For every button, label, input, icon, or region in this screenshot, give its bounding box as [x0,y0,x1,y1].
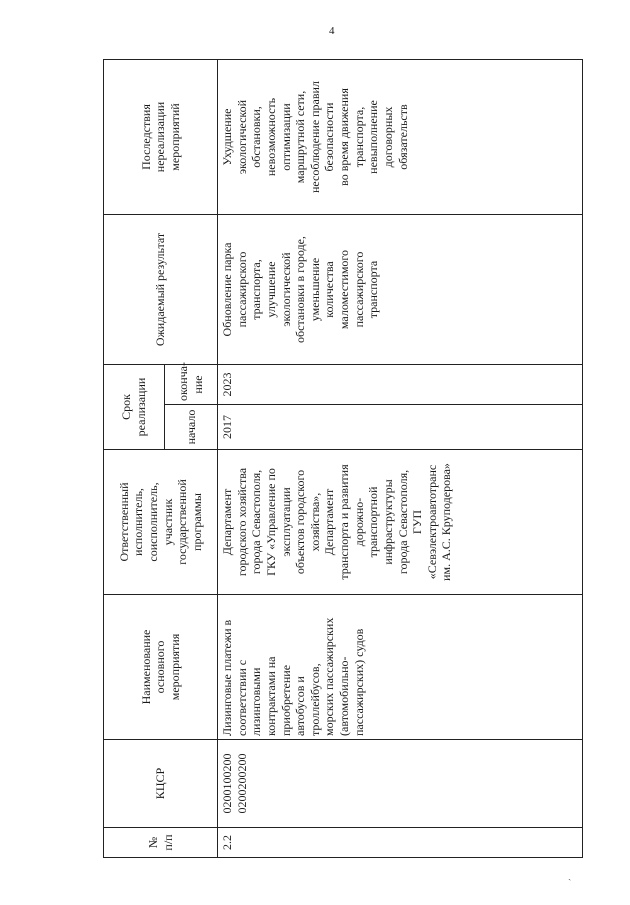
text-line: Ответственный [116,482,131,562]
header-num [104,828,218,858]
text-line: № [145,836,160,849]
text-line: Наименование [138,629,153,705]
text-line: 2.2 [220,835,234,850]
text-line: контрактами на [263,656,278,736]
text-line: обстановки в городе, [293,236,308,343]
header-executor [104,450,218,595]
text-line: эксплуатации [278,487,293,557]
text-line: экологической [278,252,293,327]
text-line: троллейбусов, [307,663,322,736]
text-line: пассажирского [351,251,366,328]
text-line: ГУП [410,509,425,535]
text-line: договорных [380,106,395,168]
rotated-table-frame [103,60,583,858]
text-line: транспорта и развития [337,464,351,580]
text-line: 2023 [220,372,234,397]
text-line: обязательств [395,104,410,170]
text-line: во время движения [337,88,351,186]
text-line: хозяйства», [307,492,322,552]
text-line: транспортной [366,486,381,558]
text-line: основного [153,640,168,694]
text-line: экологической [234,99,249,175]
cell-end [218,365,583,405]
text-line: Департамент [322,488,337,556]
table-row [218,60,583,858]
text-line: пассажирских) судов [351,628,366,736]
text-line: невозможность [263,97,278,177]
text-line: КЦСР [153,767,168,800]
text-line: Последствия [138,104,153,170]
rotated-table-container [103,60,583,858]
text-line: исполнитель, [131,488,146,556]
header-row-top [104,60,165,858]
program-table [103,59,583,858]
text-line: городского хозяйства [234,467,249,577]
text-line: программы [189,493,204,551]
scan-mark: ˎ [568,870,572,881]
text-line: улучшение [263,261,278,318]
text-line: объектов городского [293,469,308,575]
text-line: государственной [175,479,190,565]
header-kcsr [104,740,218,828]
text-line: 2017 [220,415,234,439]
cell-result [218,215,583,365]
text-line: (автомобильно- [337,656,351,736]
text-line: реализации [134,377,148,437]
header-consequences [104,60,218,215]
text-line: нереализации [153,101,168,173]
text-line: безопасности [322,102,337,172]
text-line: мероприятия [167,633,182,701]
text-line: ГКУ «Управление по [263,468,278,576]
text-line: Лизинговые платежи в [220,619,234,736]
text-line: дорожно- [351,497,366,547]
text-line: пассажирского [234,251,249,328]
text-line: 0200100200 [220,753,234,814]
text-line: автобусов и [293,676,308,736]
text-line: морских пассажирских [322,617,337,736]
text-line: инфраструктуры [380,479,395,565]
cell-start [218,405,583,450]
header-end [165,362,218,405]
text-line: 0200200200 [234,753,249,814]
text-line: приобретение [278,664,293,736]
text-line: Ухудшение [220,108,234,166]
cell-kcsr [218,740,583,828]
cell-executor [218,450,583,595]
text-line: Срок [119,394,134,420]
text-line: города Севастополя, [249,469,264,575]
text-line: оконча- [176,362,191,401]
text-line: мероприятий [167,103,182,171]
text-line: лизинговыми [249,667,264,736]
header-term [104,365,165,450]
text-line: «Севэлектроавтотранс [424,464,439,580]
text-line: обстановки, [249,106,264,168]
text-line: начало [183,409,198,445]
text-line: оптимизации [278,103,293,171]
header-name [104,595,218,740]
text-line: п/п [160,834,175,851]
cell-name [218,595,583,740]
page-number: 4 [329,25,335,37]
text-line: города Севастополя, [395,469,410,575]
text-line: количества [322,261,337,318]
text-line: им. А.С. Круподерова» [439,463,454,581]
text-line: невыполнение [366,100,381,174]
text-line: транспорта, [351,106,366,168]
text-line: соответствии с [234,659,249,736]
text-line: маршрутной сети, [293,90,308,184]
text-line: транспорта, [249,259,264,320]
text-line: маломестимого [337,249,351,330]
text-line: участник [160,498,175,546]
text-line: Обновление парка [220,242,234,337]
text-line: Департамент [220,488,234,556]
header-result [104,215,218,365]
text-line: ние [191,375,205,394]
text-line: транспорта [366,260,381,319]
cell-num [218,828,583,858]
text-line: Ожидаемый результат [153,232,168,347]
header-start [165,405,218,450]
text-line: уменьшение [307,257,322,322]
text-line: несоблюдение правил [307,81,322,193]
text-line: соисполнитель, [145,482,160,562]
cell-consequences [218,60,583,215]
